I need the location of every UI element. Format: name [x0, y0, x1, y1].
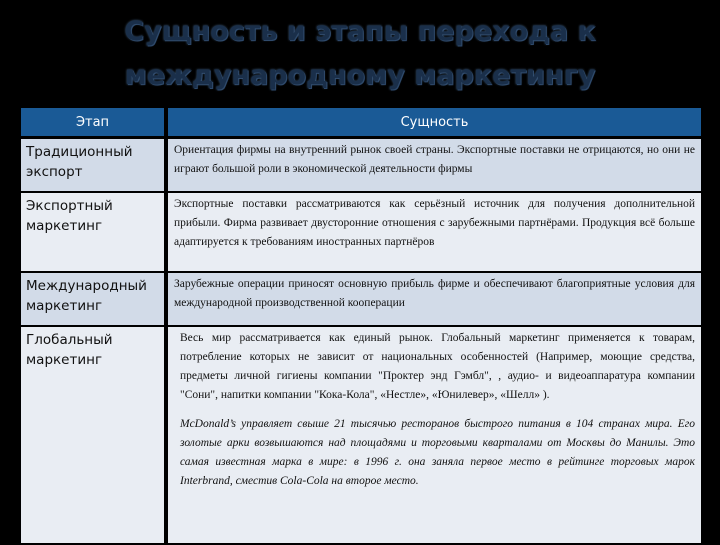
table-row — [21, 138, 701, 193]
slide-title-line-1: Сущность и этапы перехода к — [124, 16, 596, 47]
table-header-row — [21, 108, 701, 138]
description-text: Экспортные поставки рассматриваются как серьёзный источник для получения дополнительной прибыли. Фирма развивает двусторонние отношения с зарубежными партнёрами. Продукция всё больше адаптируется к требованиям иностранных партнёров — [174, 198, 695, 248]
stages-table — [21, 108, 701, 545]
description-cell — [166, 272, 701, 326]
table-row — [21, 326, 701, 544]
description-cell — [166, 138, 701, 193]
header-stage: Этап — [21, 108, 166, 138]
stage-cell: Глобальный маркетинг — [21, 326, 166, 544]
stage-cell: Экспортный маркетинг — [21, 192, 166, 272]
slide-title-line-2: международному маркетингу — [124, 60, 596, 91]
stage-cell: Международный маркетинг — [21, 272, 166, 326]
description-text: Зарубежные операции приносят основную прибыль фирме и обеспечивают благоприятные условия для международной производственной кооперации — [174, 278, 695, 309]
slide-title — [0, 10, 720, 98]
table-row — [21, 272, 701, 326]
description-text: Ориентация фирмы на внутренний рынок своей страны. Экспортные поставки не отрицаются, но они не играют большой роли в экономической деятельности фирмы — [174, 144, 695, 175]
description-cell — [166, 326, 701, 544]
mcdonalds-example-text: McDonald’s управляет свыше 21 тысячью ресторанов быстрого питания в 104 странах мира. Его золотые арки возвышаются над площадями и торговыми кварталами от Москвы до Манилы. Это самая известная марка в мире: в 1996 г. она заняла первое место в рейтинге торговых марок Interbrand, сместив Cola-Cola на второе место. — [180, 418, 695, 487]
description-text: Весь мир рассматривается как единый рынок. Глобальный маркетинг применяется к товарам, потребление которых не зависит от национальных особенностей (Например, моющие средства, предметы личной гигиены компании "Проктер энд Гэмбл", , аудио- и видеоаппаратура компании "Сони", напитки компании "Кока-Кола", «Нестле», «Юнилевер», «Шелл» ). — [180, 332, 695, 401]
stage-cell: Традиционный экспорт — [21, 138, 166, 193]
header-essence: Сущность — [166, 108, 701, 138]
description-cell — [166, 192, 701, 272]
table-row — [21, 192, 701, 272]
